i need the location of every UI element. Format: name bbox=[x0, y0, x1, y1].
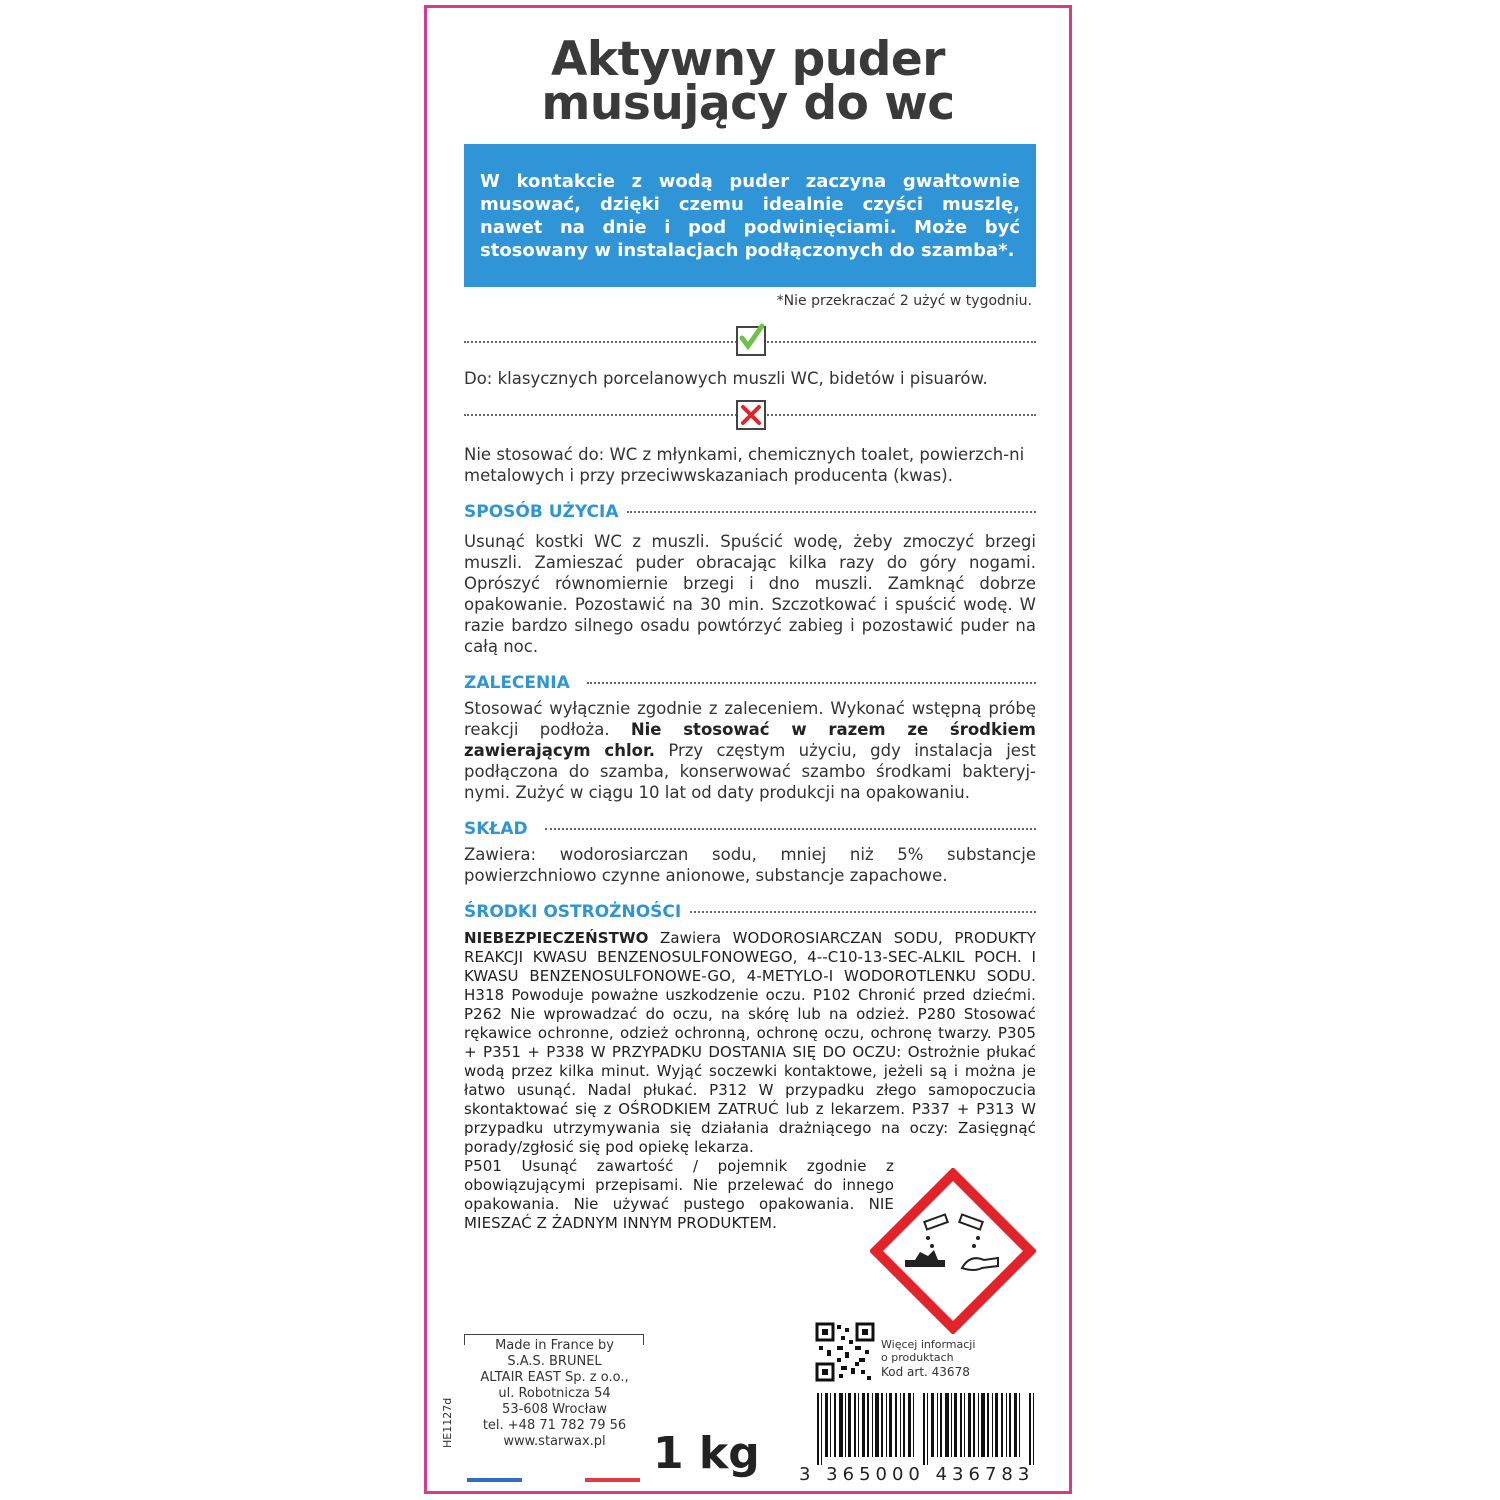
recommendations-text bbox=[464, 698, 1036, 803]
precautions-heading: ŚRODKI OSTROŻNOŚCI bbox=[464, 902, 689, 922]
address-line: ALTAIR EAST Sp. z o.o., bbox=[480, 1370, 629, 1385]
address-line: 53-608 Wrocław bbox=[502, 1402, 607, 1417]
divider bbox=[545, 828, 1036, 830]
flag-stripe-red bbox=[585, 1478, 640, 1482]
barcode-number: 3 365000 436783 bbox=[799, 1464, 1035, 1485]
address-line: www.starwax.pl bbox=[503, 1434, 606, 1449]
intro-text: W kontakcie z wodą puder zaczyna gwałtownie musować, dzięki czemu idealnie czyści muszlę, nawet na dnie i pod podwinięciami. Może być stosowany w instalacjach podłączonych do szamba*. bbox=[480, 171, 1020, 261]
precautions-body: Zawiera WODOROSIARCZAN SODU, PRODUKTY REAKCJI KWASU BENZENOSULFONOWEGO, 4--C10-13-SEC-ALKIL POCH. I KWASU BENZENOSULFONOWE-GO, 4-METYLO-I WODOROTLENKU SODU. H318 Powoduje poważne uszkodzenie oczu. P102 Chronić przed dziećmi. P262 Nie wprowadzać do oczu, na skórę lub na odzież. P280 Stosować rękawice ochronne, odzież ochronną, ochronę oczu, ochronę twarzy. P305 + P351 + P338 W PRZYPADKU DOSTANIA SIĘ DO OCZU: Ostrożnie płukać wodą przez kilka minut. Wyjąć soczewki kontaktowe, jeżeli są i można je łatwo usunąć. Nadal płukać. P312 W przypadku złego samopoczucia skontaktować się z OŚRODKIEM ZATRUĆ lub z lekarzem. P337 + P313 W przypadku utrzymywania się działania drażniącego na oczy: Zasięgnąć porady/zgłosić się pod opiekę lekarza. bbox=[464, 929, 1036, 1156]
barcode bbox=[817, 1393, 1039, 1465]
divider bbox=[627, 511, 1036, 513]
product-label bbox=[424, 5, 1072, 1494]
composition-text: Zawiera: wodorosiarczan sodu, mniej niż 5% substancje powierzchniowo czynne anionowe, substancje zapachowe. bbox=[464, 845, 1036, 885]
manufacturer-address bbox=[467, 1338, 642, 1450]
qr-info-line-1: Więcej informacji bbox=[881, 1338, 976, 1351]
composition-heading: SKŁAD bbox=[464, 819, 536, 839]
usage-heading: SPOSÓB UŻYCIA bbox=[464, 502, 627, 522]
usage-limit-note: *Nie przekraczać 2 użyć w tygodniu. bbox=[776, 293, 1032, 309]
address-line: tel. +48 71 782 79 56 bbox=[482, 1418, 627, 1433]
divider bbox=[687, 911, 1036, 913]
precautions-disposal: P501 Usunąć zawartość / pojemnik zgodnie z obowiązującymi przepisami. Nie przelewać do innego opakowania. Nie używać pustego opakowania. NIE MIESZAĆ Z ŻADNYM INNYM PRODUKTEM. bbox=[464, 1157, 894, 1232]
cross-icon bbox=[736, 400, 766, 430]
qr-info-line-2: o produktach bbox=[881, 1351, 954, 1364]
article-code: Kod art. 43678 bbox=[881, 1365, 970, 1379]
corrosive-hazard-icon bbox=[870, 1168, 1036, 1334]
usage-text: Usunąć kostki WC z muszli. Spuścić wodę, żeby zmoczyć brzegi muszli. Zamieszać puder obracając kilka razy do góry nogami. Oprószyć równomiernie brzegi i dno muszli. Zamknąć dobrze opakowanie. Pozostawić na 30 min. Szczotkować i spuścić wodę. W razie bardzo silnego osadu powtórzyć zabieg i pozostawić puder na całą noc. bbox=[464, 532, 1036, 656]
address-line: ul. Robotnicza 54 bbox=[498, 1386, 611, 1401]
title-line-1: Aktywny puder bbox=[551, 32, 945, 87]
address-line: Made in France by bbox=[495, 1338, 614, 1353]
qr-code bbox=[815, 1322, 875, 1382]
title-line-2: musujący do wc bbox=[541, 76, 955, 131]
recommendations-text-b: Przy częstym użyciu, gdy instalacja jest podłączona do szamba, konserwować szambo środkami bakteryj-nymi. Zużyć w ciągu 10 lat od daty produkcji na opakowaniu. bbox=[464, 741, 1037, 802]
intro-box bbox=[464, 144, 1036, 287]
chlorine-warning: Nie stosować w razem ze środkiem zawierającym chlor. bbox=[464, 720, 1037, 760]
recommendations-text-a: Stosować wyłącznie zgodnie z zaleceniem. Wykonać wstępną próbę reakcji podłoża. bbox=[464, 699, 1036, 739]
checkmark-icon bbox=[736, 326, 766, 356]
recommendations-heading: ZALECENIA bbox=[464, 673, 578, 693]
product-title bbox=[427, 32, 1069, 131]
net-weight: 1 kg bbox=[653, 1428, 760, 1479]
divider bbox=[587, 682, 1036, 684]
flag-stripe-blue bbox=[467, 1478, 522, 1482]
danger-signal-word: NIEBEZPIECZEŃSTWO bbox=[464, 929, 649, 947]
batch-code: HE1127d bbox=[441, 1397, 454, 1448]
use-for-text: Do: klasycznych porcelanowych muszli WC, bidetów i pisuarów. bbox=[464, 369, 988, 388]
qr-info bbox=[881, 1338, 975, 1379]
do-not-use-text: Nie stosować do: WC z młynkami, chemicznych toalet, powierzch-ni metalowych i przy przeciwwskazaniach producenta (kwas). bbox=[464, 445, 1025, 485]
address-line: S.A.S. BRUNEL bbox=[507, 1354, 602, 1369]
